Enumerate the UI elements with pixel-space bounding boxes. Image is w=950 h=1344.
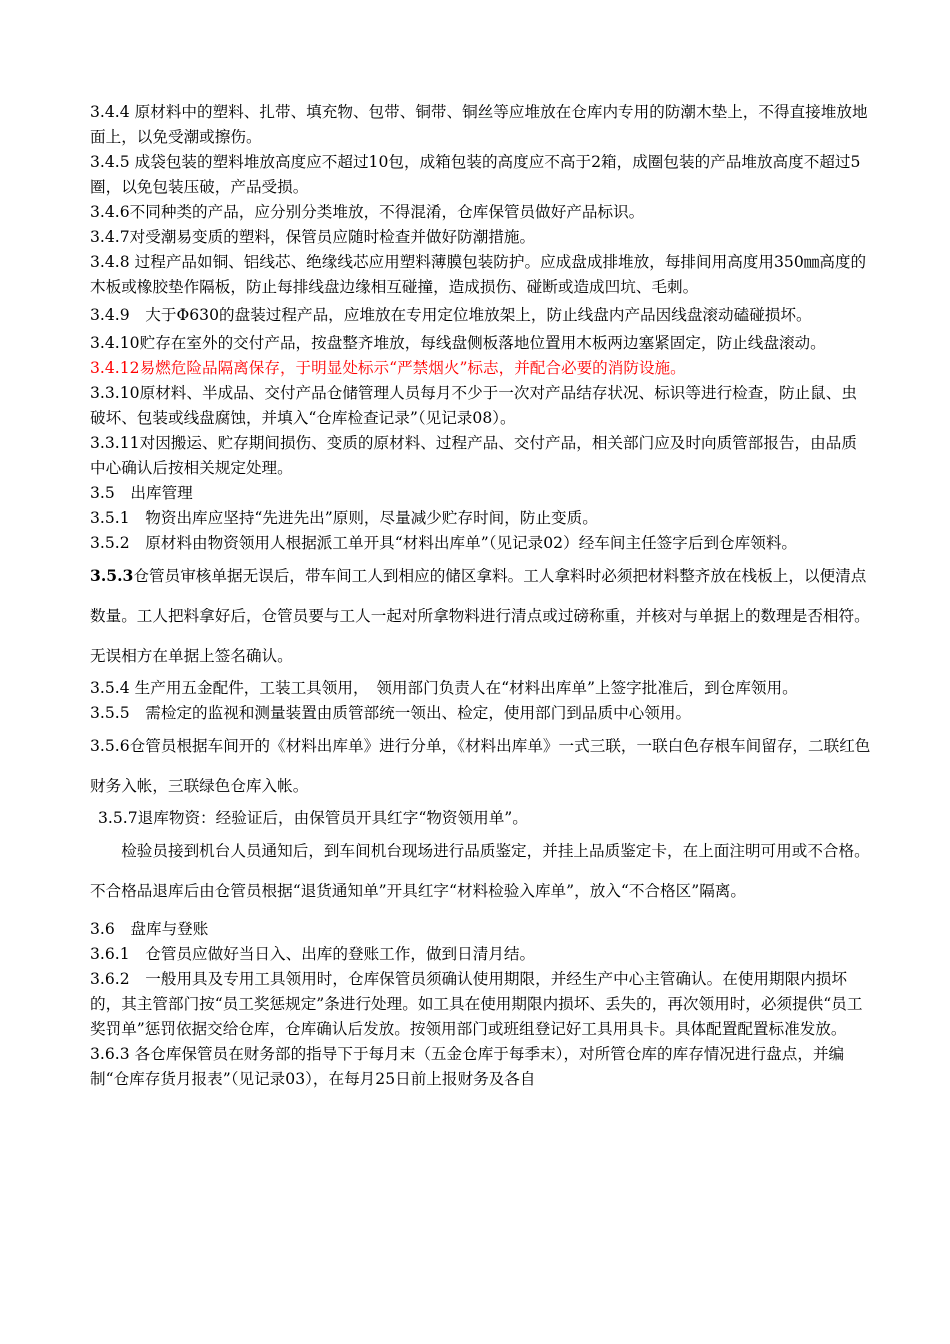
- paragraph-3-4-12-warning: 3.4.12易燃危险品隔离保存，于明显处标示“严禁烟火”标志，并配合必要的消防设施。: [90, 359, 686, 377]
- paragraph-3-4-4: 3.4.4 原材料中的塑料、扎带、填充物、包带、铜带、铜丝等应堆放在仓库内专用的防潮木垫上，不得直接堆放地面上，以免受潮或擦伤。: [90, 103, 868, 146]
- paragraph-3-3-10: 3.3.10原材料、半成品、交付产品仓储管理人员每月不少于一次对产品结存状况、标识等进行检查，防止鼠、虫破坏、包装或线盘腐蚀，并填入“仓库检查记录”（见记录08）。: [90, 384, 857, 427]
- section-heading-3-6: 3.6 盘库与登账: [90, 920, 209, 938]
- paragraph-3-3-11: 3.3.11对因搬运、贮存期间损伤、变质的原材料、过程产品、交付产品，相关部门应及时向质管部报告，由品质中心确认后按相关规定处理。: [90, 434, 857, 477]
- paragraph-3-6-2: 3.6.2 一般用具及专用工具领用时，仓库保管员须确认使用期限，并经生产中心主管确认。在使用期限内损坏的，其主管部门按“员工奖惩规定”条进行处理。如工具在使用期限内损坏、丢失的，再次领用时，必须提供“员工奖罚单”惩罚依据交给仓库，仓库确认后发放。按领用部门或班组登记好工具用具卡。具体配置配置标准发放。: [90, 970, 863, 1038]
- paragraph-3-5-1: 3.5.1 物资出库应坚持“先进先出”原则，尽量减少贮存时间，防止变质。: [90, 509, 598, 527]
- paragraph-3-5-5: 3.5.5 需检定的监视和测量装置由质管部统一领出、检定，使用部门到品质中心领用。: [90, 704, 692, 722]
- paragraph-3-4-7: 3.4.7对受潮易变质的塑料，保管员应随时检查并做好防潮措施。: [90, 228, 536, 246]
- paragraph-3-4-8: 3.4.8 过程产品如铜、铝线芯、绝缘线芯应用塑料薄膜包装防护。应成盘成排堆放，每排间用高度用350㎜高度的木板或橡胶垫作隔板，防止每排线盘边缘相互碰撞，造成损伤、碰断或造成凹坑、毛刺。: [90, 253, 867, 296]
- paragraph-3-5-3: [90, 556, 872, 676]
- paragraph-3-4-10: 3.4.10贮存在室外的交付产品，按盘整齐堆放，每线盘侧板落地位置用木板两边塞紧固定，防止线盘滚动。: [90, 334, 826, 352]
- paragraph-3-4-6: 3.4.6不同种类的产品，应分别分类堆放，不得混淆，仓库保管员做好产品标识。: [90, 203, 645, 221]
- paragraph-3-5-3-number: 3.5.3: [90, 566, 134, 585]
- paragraph-3-6-3: 3.6.3 各仓库保管员在财务部的指导下于每月末（五金仓库于每季末），对所管仓库的库存情况进行盘点，并编制“仓库存货月报表”（见记录03），在每月25日前上报财务及各自: [90, 1045, 845, 1088]
- paragraph-3-5-7: 3.5.7退库物资：经验证后，由保管员开具红字“物资领用单”。: [98, 809, 528, 827]
- paragraph-3-5-2: 3.5.2 原材料由物资领用人根据派工单开具“材料出库单”（见记录02）经车间主任签字后到仓库领料。: [90, 534, 798, 552]
- paragraph-3-6-1: 3.6.1 仓管员应做好当日入、出库的登账工作，做到日清月结。: [90, 945, 536, 963]
- section-heading-3-5: 3.5 出库管理: [90, 484, 193, 502]
- paragraph-3-5-3-text: 仓管员审核单据无误后，带车间工人到相应的储区拿料。工人拿料时必须把材料整齐放在栈板上，以便清点数量。工人把料拿好后，仓管员要与工人一起对所拿物料进行清点或过磅称重，并核对与单据上的数理是否相符。无误相方在单据上签名确认。: [90, 567, 870, 665]
- paragraph-3-5-7-detail: 检验员接到机台人员通知后，到车间机台现场进行品质鉴定，并挂上品质鉴定卡，在上面注明可用或不合格。不合格品退库后由仓管员根据“退货通知单”开具红字“材料检验入库单”，放入“不合格区”隔离。: [90, 842, 870, 900]
- paragraph-3-5-6: 3.5.6仓管员根据车间开的《材料出库单》进行分单，《材料出库单》一式三联，一联白色存根车间留存，二联红色财务入帐，三联绿色仓库入帐。: [90, 737, 871, 795]
- paragraph-3-4-9: 3.4.9 大于Φ630的盘装过程产品，应堆放在专用定位堆放架上，防止线盘内产品因线盘滚动磕碰损坏。: [90, 306, 812, 324]
- paragraph-3-4-5: 3.4.5 成袋包装的塑料堆放高度应不超过10包，成箱包装的高度应不高于2箱，成圈包装的产品堆放高度不超过5圈，以免包装压破，产品受损。: [90, 153, 861, 196]
- document-page: [90, 100, 872, 1092]
- paragraph-3-5-4: 3.5.4 生产用五金配件，工装工具领用， 领用部门负责人在“材料出库单”上签字批准后，到仓库领用。: [90, 679, 798, 697]
